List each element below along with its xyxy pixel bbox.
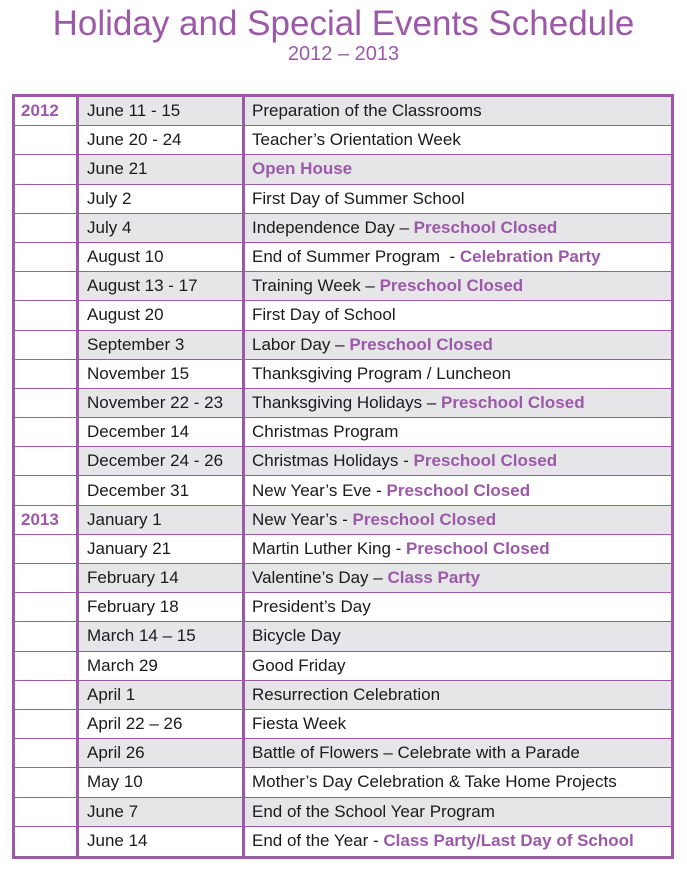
- event-highlight: Preschool Closed: [379, 276, 524, 296]
- event-cell: [245, 593, 671, 622]
- event-cell: [245, 97, 671, 126]
- event-highlight: Preschool Closed: [413, 217, 558, 237]
- event-cell: [245, 331, 671, 360]
- event-cell: [245, 476, 671, 505]
- year-cell: [15, 214, 79, 243]
- year-cell: [15, 535, 79, 564]
- year-cell: [15, 418, 79, 447]
- table-row: [15, 331, 671, 360]
- event-highlight: Class Party/Last Day of School: [383, 831, 634, 851]
- event-cell: [245, 652, 671, 681]
- year-cell: [15, 272, 79, 301]
- table-row: [15, 593, 671, 622]
- event-cell: [245, 126, 671, 155]
- event-highlight: Open House: [252, 159, 353, 179]
- event-cell: [245, 710, 671, 739]
- table-row: [15, 272, 671, 301]
- event-text: Christmas Holidays -: [252, 451, 414, 471]
- event-text: President’s Day: [252, 597, 371, 617]
- year-cell: [15, 301, 79, 330]
- date-cell: January 1: [79, 506, 245, 535]
- event-highlight: Class Party: [387, 568, 481, 588]
- date-cell: July 2: [79, 185, 245, 214]
- event-text: End of the School Year Program: [252, 801, 495, 821]
- date-cell: June 14: [79, 827, 245, 856]
- event-cell: [245, 301, 671, 330]
- event-cell: [245, 506, 671, 535]
- page-subtitle: 2012 – 2013: [287, 43, 400, 65]
- event-text: Fiesta Week: [252, 714, 347, 734]
- table-row: [15, 389, 671, 418]
- table-row: [15, 535, 671, 564]
- date-cell: March 29: [79, 652, 245, 681]
- date-cell: March 14 – 15: [79, 622, 245, 651]
- event-cell: [245, 418, 671, 447]
- year-cell: [15, 827, 79, 856]
- table-row: [15, 418, 671, 447]
- table-row: [15, 301, 671, 330]
- event-cell: [245, 798, 671, 827]
- date-cell: April 26: [79, 739, 245, 768]
- page-title: Holiday and Special Events Schedule: [52, 4, 635, 43]
- year-cell: [15, 476, 79, 505]
- event-highlight: Preschool Closed: [386, 480, 531, 500]
- table-row: [15, 155, 671, 184]
- year-cell: [15, 681, 79, 710]
- event-cell: [245, 447, 671, 476]
- event-cell: [245, 243, 671, 272]
- event-cell: [245, 185, 671, 214]
- table-row: [15, 360, 671, 389]
- date-cell: November 15: [79, 360, 245, 389]
- year-cell: [15, 360, 79, 389]
- event-highlight: Preschool Closed: [349, 334, 493, 354]
- event-highlight: Preschool Closed: [440, 392, 585, 412]
- event-text: Battle of Flowers – Celebrate with a Parade: [252, 743, 580, 763]
- event-text: Martin Luther King -: [252, 538, 407, 558]
- date-cell: June 11 - 15: [79, 97, 245, 126]
- date-cell: September 3: [79, 331, 245, 360]
- date-cell: December 31: [79, 476, 245, 505]
- event-cell: [245, 739, 671, 768]
- event-cell: [245, 827, 671, 856]
- year-cell: [15, 798, 79, 827]
- event-cell: [245, 622, 671, 651]
- table-row: [15, 506, 671, 535]
- date-cell: August 20: [79, 301, 245, 330]
- event-text: End of the Year -: [252, 831, 384, 851]
- event-text: Valentine’s Day –: [252, 568, 388, 588]
- year-cell: [15, 185, 79, 214]
- date-cell: December 24 - 26: [79, 447, 245, 476]
- table-row: [15, 243, 671, 272]
- year-cell: [15, 126, 79, 155]
- event-highlight: Preschool Closed: [406, 538, 550, 558]
- table-row: [15, 476, 671, 505]
- event-text: Bicycle Day: [252, 626, 341, 646]
- event-text: Resurrection Celebration: [252, 684, 441, 704]
- event-cell: [245, 214, 671, 243]
- year-cell: [15, 155, 79, 184]
- year-cell: [15, 564, 79, 593]
- year-cell: [15, 389, 79, 418]
- date-cell: June 7: [79, 798, 245, 827]
- table-row: [15, 126, 671, 155]
- event-text: Mother’s Day Celebration & Take Home Projects: [252, 772, 617, 792]
- event-text: Thanksgiving Program / Luncheon: [252, 363, 511, 383]
- event-cell: [245, 535, 671, 564]
- date-cell: December 14: [79, 418, 245, 447]
- year-cell: 2012: [15, 97, 79, 126]
- table-row: [15, 798, 671, 827]
- table-row: [15, 681, 671, 710]
- year-cell: 2013: [15, 506, 79, 535]
- event-highlight: Preschool Closed: [352, 509, 497, 529]
- event-text: First Day of School: [252, 305, 396, 325]
- schedule-table: [12, 94, 674, 859]
- event-highlight: Celebration Party: [459, 247, 601, 267]
- event-text: Independence Day –: [252, 217, 414, 237]
- event-text: Good Friday: [252, 655, 346, 675]
- date-cell: November 22 - 23: [79, 389, 245, 418]
- event-text: Thanksgiving Holidays –: [252, 392, 441, 412]
- year-cell: [15, 622, 79, 651]
- date-cell: August 13 - 17: [79, 272, 245, 301]
- year-cell: [15, 768, 79, 797]
- event-cell: [245, 360, 671, 389]
- year-cell: [15, 243, 79, 272]
- table-row: [15, 564, 671, 593]
- table-row: [15, 447, 671, 476]
- event-text: Labor Day –: [252, 334, 350, 354]
- date-cell: January 21: [79, 535, 245, 564]
- year-cell: [15, 331, 79, 360]
- table-row: [15, 97, 671, 126]
- table-row: [15, 214, 671, 243]
- date-cell: February 14: [79, 564, 245, 593]
- table-row: [15, 622, 671, 651]
- table-row: [15, 652, 671, 681]
- year-cell: [15, 739, 79, 768]
- year-cell: [15, 447, 79, 476]
- event-text: New Year’s -: [252, 509, 353, 529]
- date-cell: July 4: [79, 214, 245, 243]
- date-cell: May 10: [79, 768, 245, 797]
- date-cell: August 10: [79, 243, 245, 272]
- event-cell: [245, 681, 671, 710]
- event-text: Christmas Program: [252, 422, 399, 442]
- year-cell: [15, 593, 79, 622]
- event-cell: [245, 564, 671, 593]
- table-row: [15, 710, 671, 739]
- event-text: First Day of Summer School: [252, 188, 465, 208]
- table-row: [15, 827, 671, 856]
- event-cell: [245, 389, 671, 418]
- event-text: Preparation of the Classrooms: [252, 101, 482, 121]
- year-cell: [15, 652, 79, 681]
- event-text: Teacher’s Orientation Week: [252, 130, 461, 150]
- date-cell: June 20 - 24: [79, 126, 245, 155]
- year-cell: [15, 710, 79, 739]
- event-highlight: Preschool Closed: [413, 451, 558, 471]
- date-cell: February 18: [79, 593, 245, 622]
- table-row: [15, 768, 671, 797]
- event-cell: [245, 272, 671, 301]
- event-cell: [245, 155, 671, 184]
- event-text: End of Summer Program -: [252, 247, 460, 267]
- table-row: [15, 185, 671, 214]
- event-cell: [245, 768, 671, 797]
- event-text: New Year’s Eve -: [252, 480, 387, 500]
- date-cell: April 1: [79, 681, 245, 710]
- table-row: [15, 739, 671, 768]
- event-text: Training Week –: [252, 276, 380, 296]
- date-cell: April 22 – 26: [79, 710, 245, 739]
- date-cell: June 21: [79, 155, 245, 184]
